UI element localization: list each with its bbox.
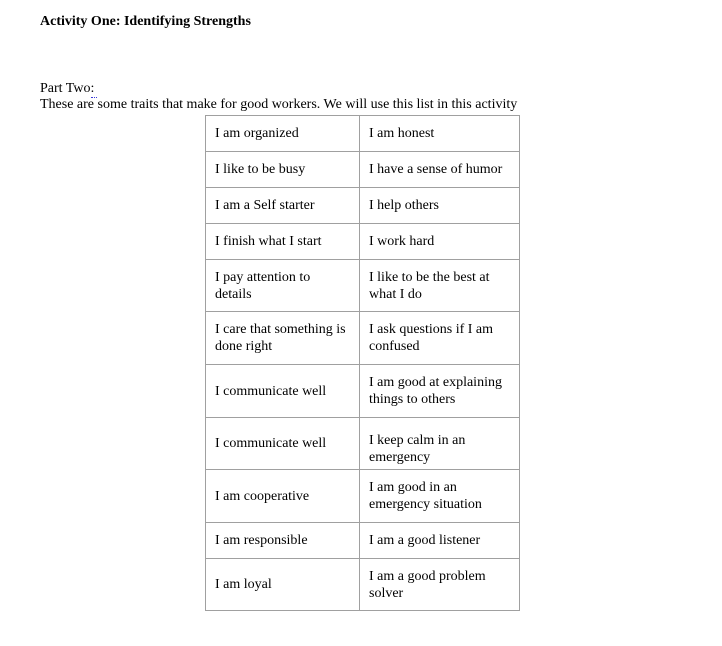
table-cell: I like to be the best at what I do <box>359 259 520 311</box>
table-cell: I am good in an emergency situation <box>359 469 520 522</box>
table-cell: I communicate well <box>205 364 359 417</box>
table-cell: I communicate well <box>205 417 359 469</box>
table-cell: I am a good listener <box>359 522 520 558</box>
traits-table <box>205 115 520 611</box>
table-row <box>205 115 520 151</box>
table-row <box>205 522 520 558</box>
table-cell: I ask questions if I am confused <box>359 311 520 364</box>
activity-heading: Activity One: Identifying Strengths <box>40 14 251 29</box>
intro-paragraph: These are some traits that make for good workers. We will use this list in this activity <box>40 97 518 112</box>
table-row <box>205 223 520 259</box>
table-cell: I am loyal <box>205 558 359 611</box>
table-row <box>205 417 520 469</box>
table-cell: I am good at explaining things to others <box>359 364 520 417</box>
table-row <box>205 469 520 522</box>
table-cell: I keep calm in an emergency <box>359 417 520 469</box>
table-cell: I am responsible <box>205 522 359 558</box>
table-row <box>205 364 520 417</box>
table-cell: I am a Self starter <box>205 187 359 223</box>
table-cell: I am organized <box>205 115 359 151</box>
table-cell: I pay attention to details <box>205 259 359 311</box>
table-row <box>205 151 520 187</box>
table-row <box>205 311 520 364</box>
table-row <box>205 187 520 223</box>
table-cell: I care that something is done right <box>205 311 359 364</box>
table-cell: I have a sense of humor <box>359 151 520 187</box>
table-cell: I like to be busy <box>205 151 359 187</box>
table-cell: I am cooperative <box>205 469 359 522</box>
table-row <box>205 558 520 611</box>
table-row <box>205 259 520 311</box>
table-cell: I am honest <box>359 115 520 151</box>
table-cell: I work hard <box>359 223 520 259</box>
part-label-text: Part Two: <box>40 81 95 96</box>
table-cell: I finish what I start <box>205 223 359 259</box>
part-label <box>40 81 94 97</box>
table-cell: I help others <box>359 187 520 223</box>
table-cell: I am a good problem solver <box>359 558 520 611</box>
